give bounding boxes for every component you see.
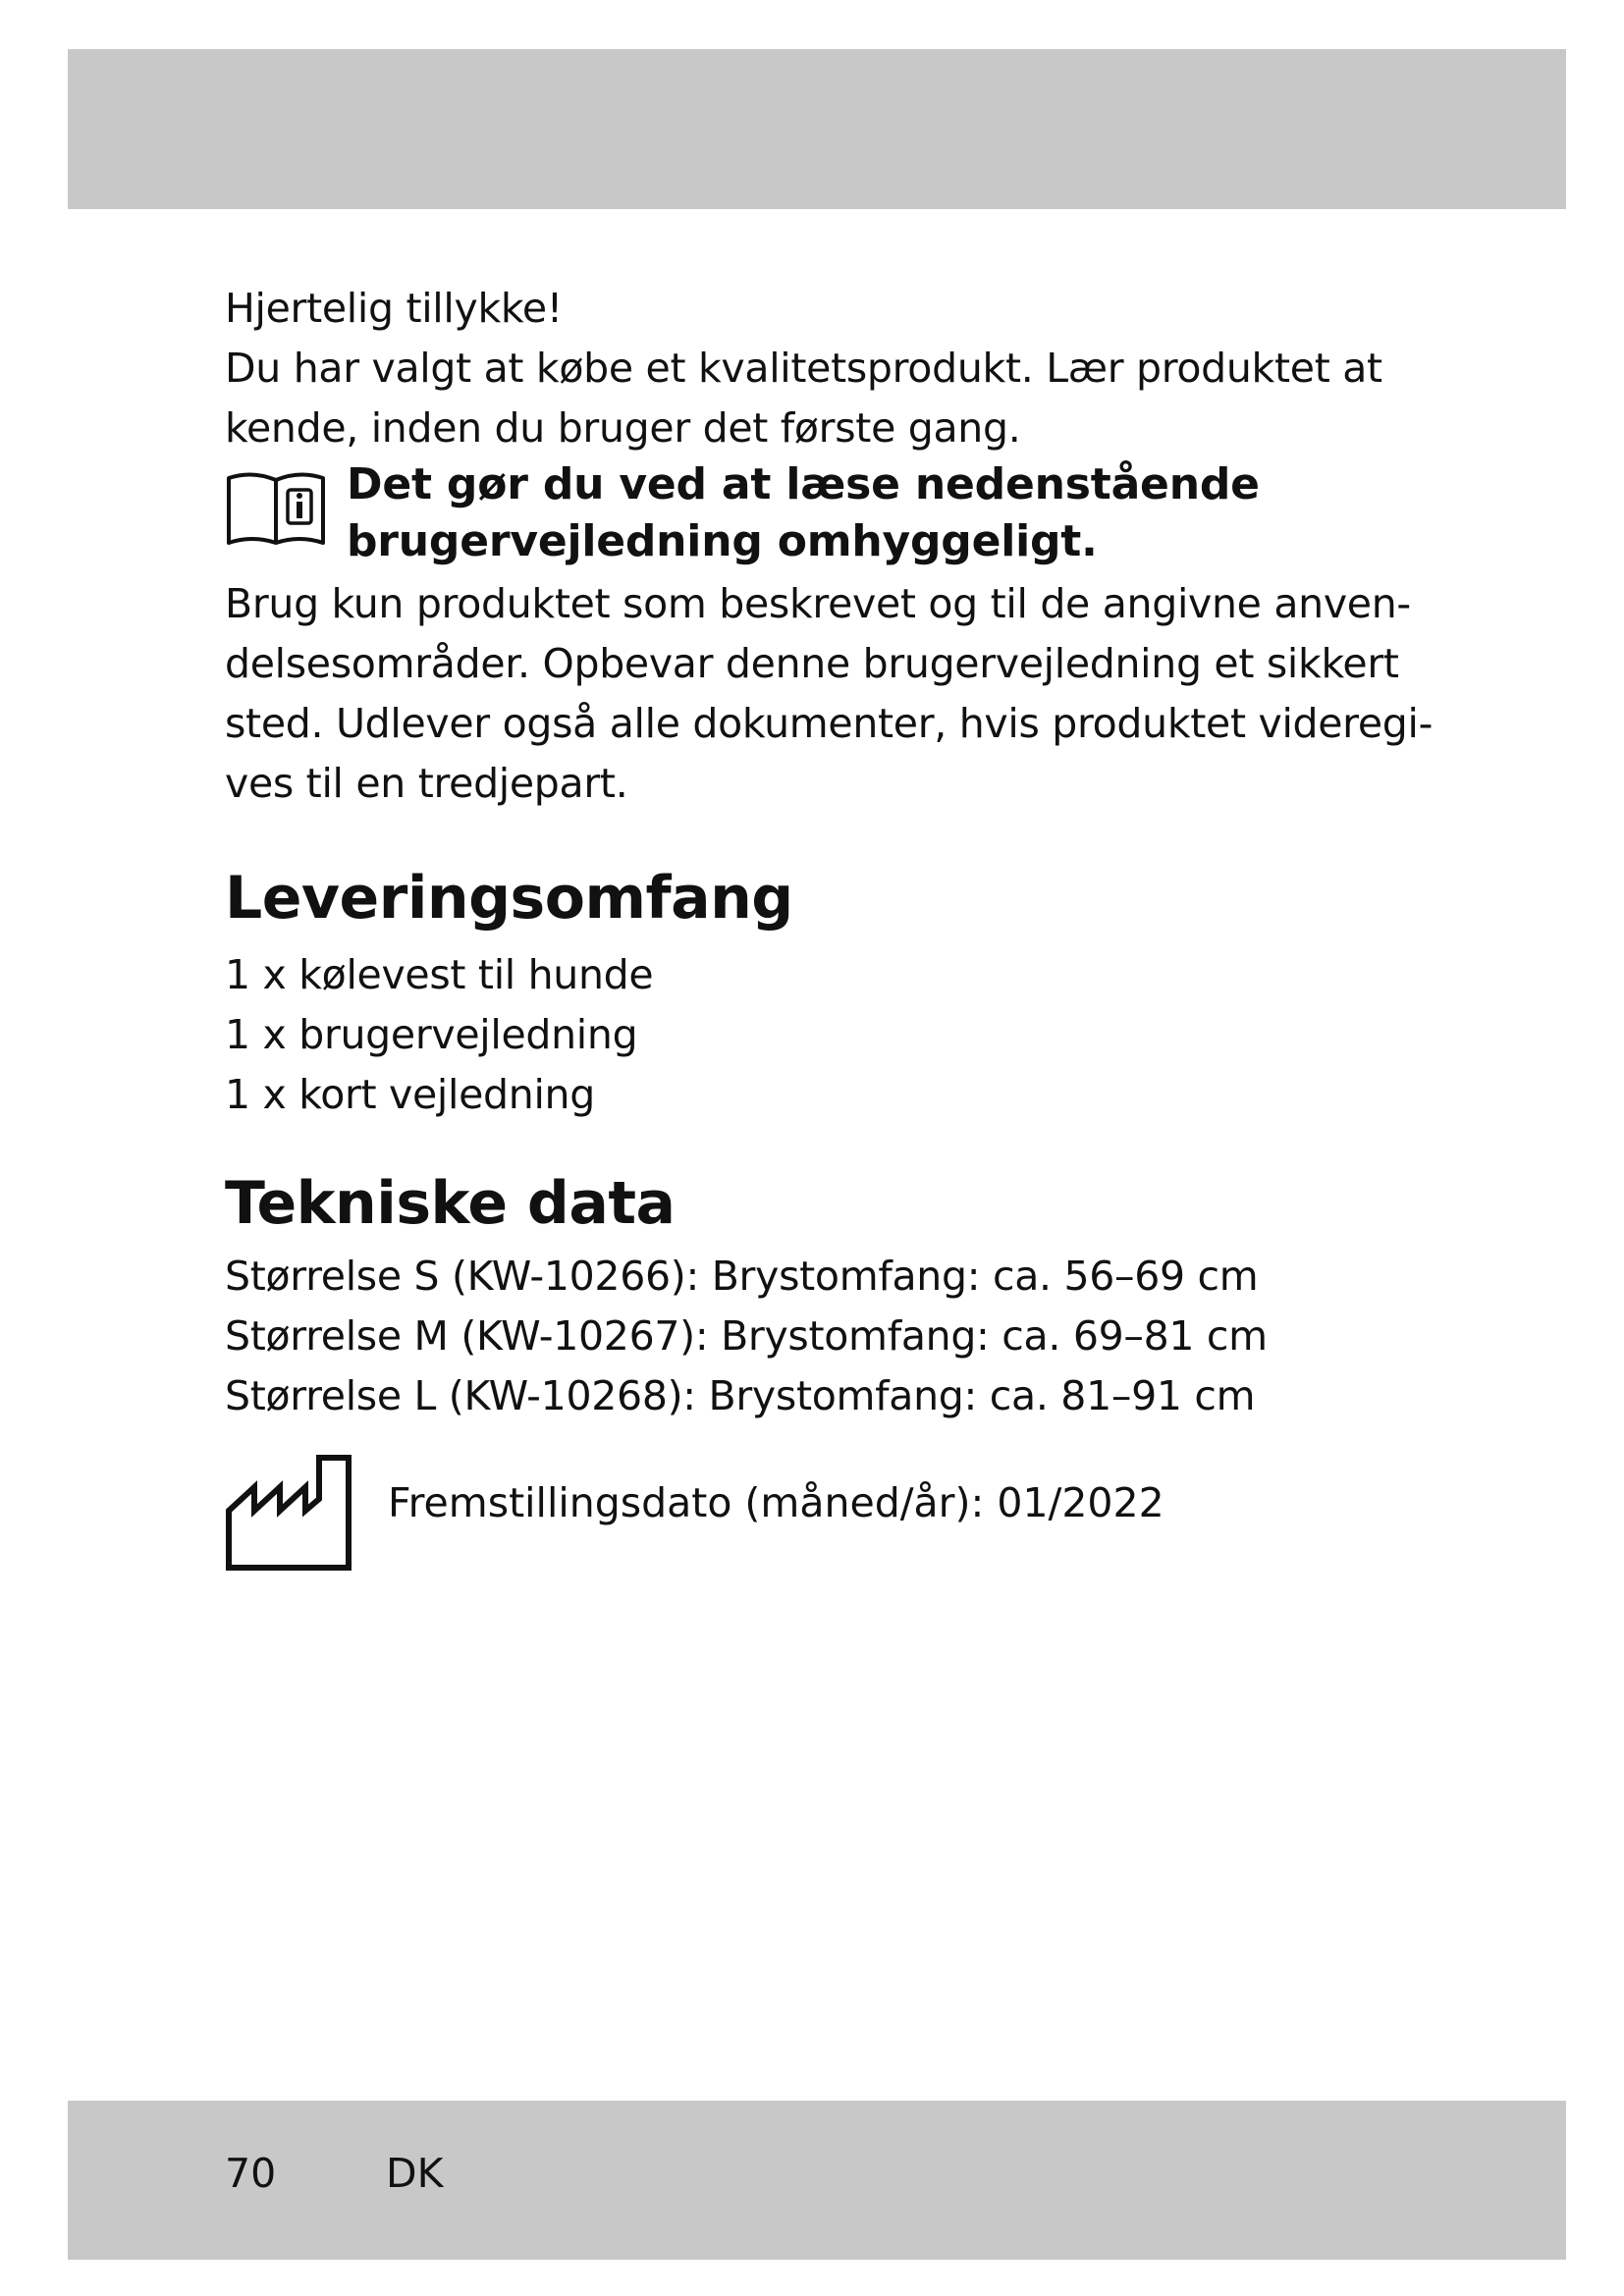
- notice-block: [225, 456, 1433, 574]
- language-code: DK: [386, 2150, 444, 2197]
- scope-item: 1 x brugervejledning: [225, 1011, 638, 1058]
- body-line: Brug kun produktet som beskrevet og til de angivne anven-: [225, 580, 1411, 627]
- scope-heading: Leveringsomfang: [225, 864, 793, 933]
- body-line: ves til en tredjepart.: [225, 760, 628, 807]
- page-number: 70: [225, 2150, 277, 2197]
- info-manual-icon: [225, 464, 327, 553]
- technical-item: Størrelse M (KW-10267): Brystomfang: ca. 69–81 cm: [225, 1312, 1268, 1360]
- manufacture-date: Fremstillingsdato (måned/år): 01/2022: [388, 1479, 1164, 1526]
- technical-heading: Tekniske data: [225, 1169, 676, 1238]
- technical-item: Størrelse L (KW-10268): Brystomfang: ca. 81–91 cm: [225, 1372, 1256, 1419]
- manufacture-block: [225, 1454, 1433, 1572]
- footer-band: [68, 2101, 1566, 2260]
- manufacture-date-icon: [225, 1454, 352, 1572]
- technical-item: Størrelse S (KW-10266): Brystomfang: ca. 56–69 cm: [225, 1253, 1259, 1300]
- body-line: delsesområder. Opbevar denne brugervejledning et sikkert: [225, 640, 1399, 687]
- page-content: [225, 279, 1433, 1572]
- body-line: sted. Udlever også alle dokumenter, hvis produktet videregi-: [225, 700, 1434, 747]
- notice-line: Det gør du ved at læse nedenstående: [347, 459, 1260, 509]
- greeting: Hjertelig tillykke!: [225, 285, 563, 332]
- scope-item: 1 x kølevest til hunde: [225, 951, 654, 998]
- header-band: [68, 49, 1566, 209]
- scope-item: 1 x kort vejledning: [225, 1071, 595, 1118]
- notice-line: brugervejledning omhyggeligt.: [347, 516, 1098, 566]
- intro-line: kende, inden du bruger det første gang.: [225, 404, 1021, 452]
- intro-line: Du har valgt at købe et kvalitetsprodukt. Lær produktet at: [225, 345, 1382, 392]
